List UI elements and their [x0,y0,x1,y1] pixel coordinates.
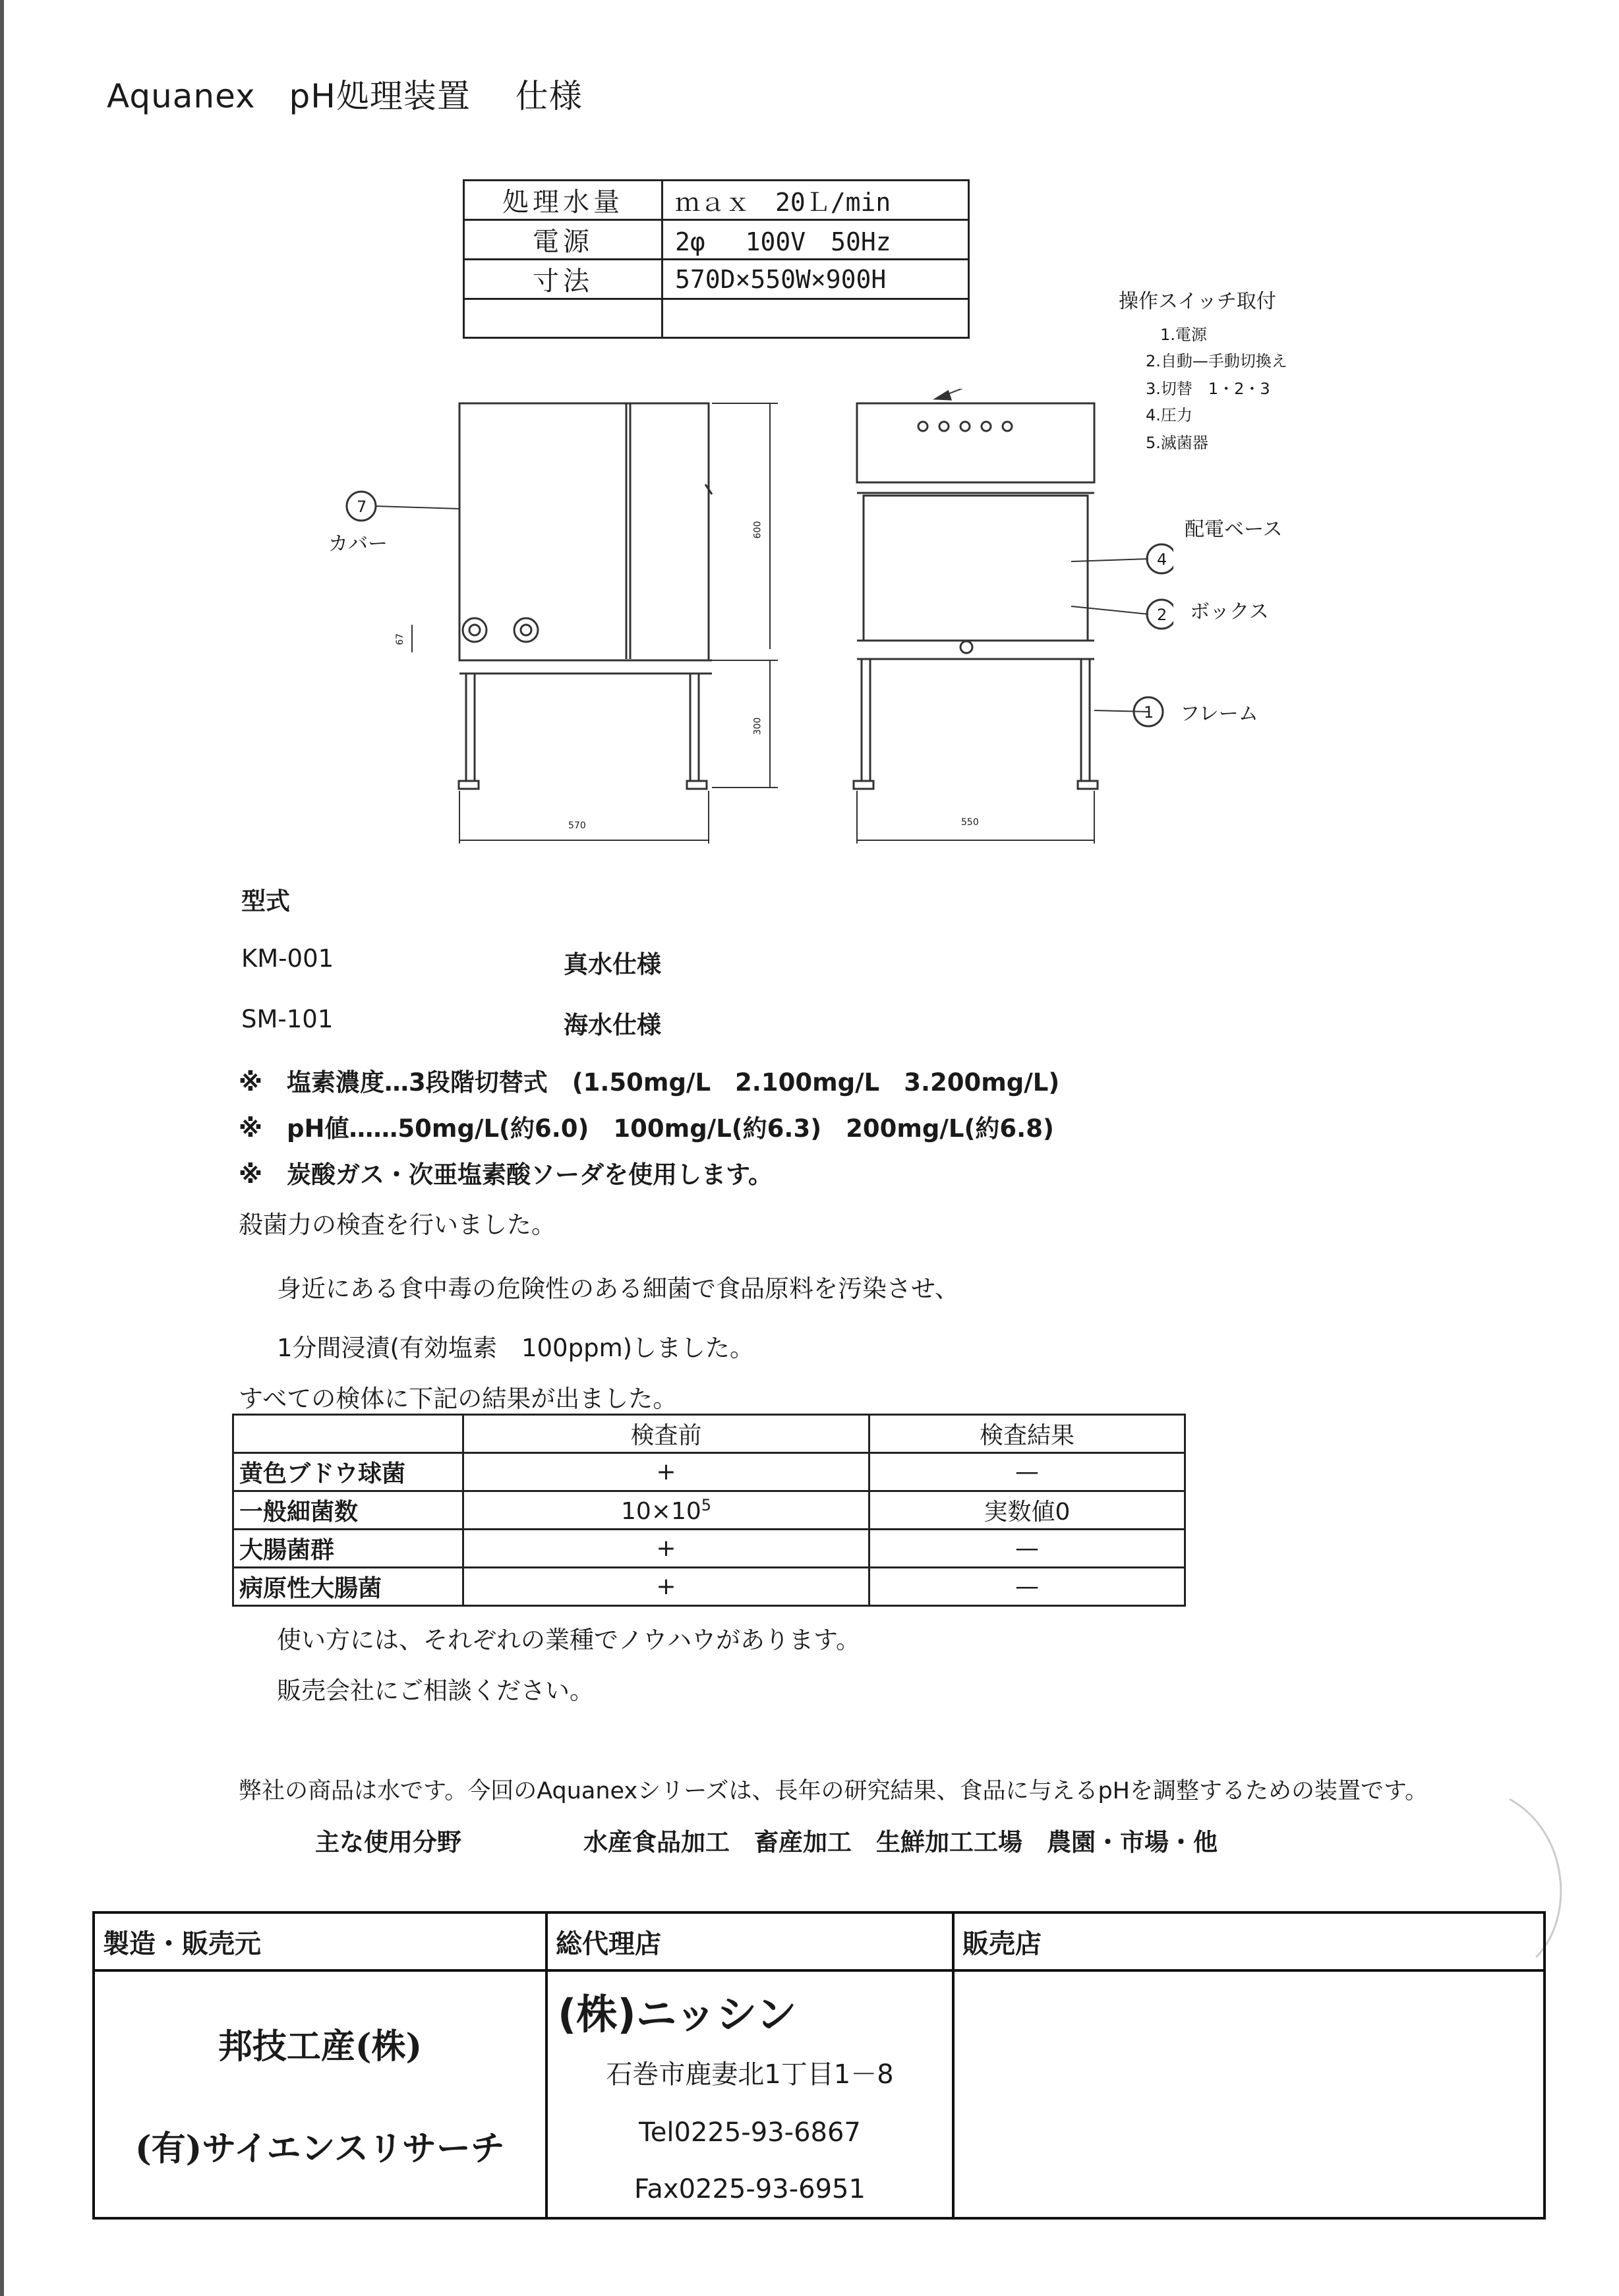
header-cell [233,1415,463,1453]
footer-body-row [94,1970,1545,2218]
spec-row [464,260,969,299]
table-cell: — [869,1453,1185,1491]
usage-fields: 水産食品加工 畜産加工 生鮮加工工場 農園・市場・他 [583,1828,1218,1856]
table-row [233,1568,1185,1606]
footer-header-seller: 販売店 [953,1912,1545,1970]
model-desc: 真水仕様 [564,950,661,979]
page-edge [0,0,4,2296]
model-desc: 海水仕様 [564,1011,661,1039]
technical-drawing [316,389,1173,870]
table-row [233,1491,1185,1530]
header-cell: 検査結果 [869,1415,1185,1453]
switch-4 [982,422,991,431]
front-view-box [864,496,1088,641]
test-line: 1分間浸漬(有効塩素 100ppm)しました。 [277,1334,755,1362]
table-cell: 黄色ブドウ球菌 [233,1453,463,1491]
agent-fax: Fax0225-93-6951 [634,2174,866,2204]
table-cell: 大腸菌群 [233,1530,463,1568]
part-number-7: 7 [357,498,367,516]
dim-height-upper: 600 [752,521,763,539]
spec-label [464,299,662,338]
result-table [232,1414,1186,1607]
front-view-top [857,403,1094,482]
model-code: SM-101 [241,1005,334,1033]
usage-note: 使い方には、それぞれの業種でノウハウがあります。 [277,1626,861,1654]
side-view-cover [459,403,709,660]
table-row [233,1530,1185,1568]
dim-depth: 570 [568,820,586,831]
footer-table [92,1911,1546,2220]
part-label-frame: フレーム [1180,703,1258,726]
spec-label: 処理水量 [464,181,662,220]
test-line: 身近にある食中毒の危険性のある細菌で食品原料を汚染させ、 [277,1275,959,1303]
table-cell: — [869,1568,1185,1606]
table-cell: — [869,1530,1185,1568]
agent-name: (株)ニッシン [558,1990,797,2038]
switch-item: 4.圧力 [1146,406,1192,424]
part-number-1: 1 [1144,703,1154,722]
note-line: ※ 炭酸ガス・次亜塩素酸ソーダを使用します。 [239,1161,773,1189]
table-cell: + [463,1568,869,1606]
dim-small: 67 [394,633,405,645]
part-number-4: 4 [1157,550,1167,569]
seller-cell [953,1970,1545,2218]
page-title: Aquanex pH処理装置 仕様 [107,77,583,115]
dim-height-lower: 300 [752,717,763,735]
bacteria-count: 10×10 [620,1497,701,1525]
switch-3 [960,422,970,431]
side-valve-2 [514,618,538,642]
maker-cell [94,1970,546,2218]
footer-header-maker: 製造・販売元 [94,1912,546,1970]
spec-value: ｍａｘ 20Ｌ/min [662,181,969,220]
part-number-2: 2 [1157,606,1167,624]
spec-row [464,299,969,338]
table-header-row [233,1415,1185,1453]
table-cell: 一般細菌数 [233,1491,463,1530]
part-label-power-base: 配電ベース [1185,518,1283,541]
company-description: 弊社の商品は水です。今回のAquanexシリーズは、長年の研究結果、食品に与えるpHを調整するための装置です。 [239,1778,1428,1804]
footer-header-row [94,1912,1545,1970]
switch-2 [939,422,949,431]
spec-label: 寸法 [464,260,662,299]
switch-item: 3.切替 1・2・3 [1146,380,1270,398]
maker-name-1: 邦技工産(株) [218,2026,423,2067]
part-label-cover: カバー [328,532,388,556]
usage-fields-label: 主な使用分野 [315,1828,461,1856]
table-cell: + [463,1453,869,1491]
agent-address: 石巻市鹿妻北1丁目1－8 [606,2059,894,2090]
spec-row [464,220,969,260]
usage-note: 販売会社にご相談ください。 [277,1677,594,1705]
bacteria-exponent: 5 [701,1495,712,1514]
spec-value: 570D×550W×900H [662,260,969,299]
result-intro: すべての検体に下記の結果が出ました。 [239,1385,678,1413]
table-cell [463,1491,869,1530]
spec-label: 電源 [464,220,662,260]
table-cell: 実数値0 [869,1491,1185,1530]
switch-item: 5.滅菌器 [1146,434,1208,452]
spec-table [463,179,970,339]
footer-header-agent: 総代理店 [546,1912,953,1970]
switch-1 [918,422,927,431]
side-valve-1 [463,618,486,642]
switch-item: 2.自動—手動切換え [1146,352,1287,370]
note-line: ※ 塩素濃度…3段階切替式 (1.50mg/L 2.100mg/L 3.200mg/L) [239,1068,1060,1097]
spec-row [464,181,969,220]
dim-width: 550 [961,817,979,828]
model-code: KM-001 [241,944,334,973]
switch-item: 1.電源 [1160,326,1207,344]
spec-value: 2φ 100V 50Hz [662,220,969,260]
table-cell: 病原性大腸菌 [233,1568,463,1606]
note-line: ※ pH値……50mg/L(約6.0) 100mg/L(約6.3) 200mg/L(約6.8) [239,1114,1054,1143]
agent-cell [546,1970,953,2218]
test-intro: 殺菌力の検査を行いました。 [239,1211,556,1239]
part-label-box: ボックス [1190,600,1269,623]
maker-name-2: (有)サイエンスリサーチ [135,2129,505,2169]
model-heading: 型式 [241,887,290,915]
agent-tel: Tel0225-93-6867 [639,2117,861,2148]
switch-5 [1003,422,1012,431]
header-cell: 検査前 [463,1415,869,1453]
spec-value [662,299,969,338]
switch-title: 操作スイッチ取付 [1119,290,1276,313]
table-row [233,1453,1185,1491]
table-cell: + [463,1530,869,1568]
